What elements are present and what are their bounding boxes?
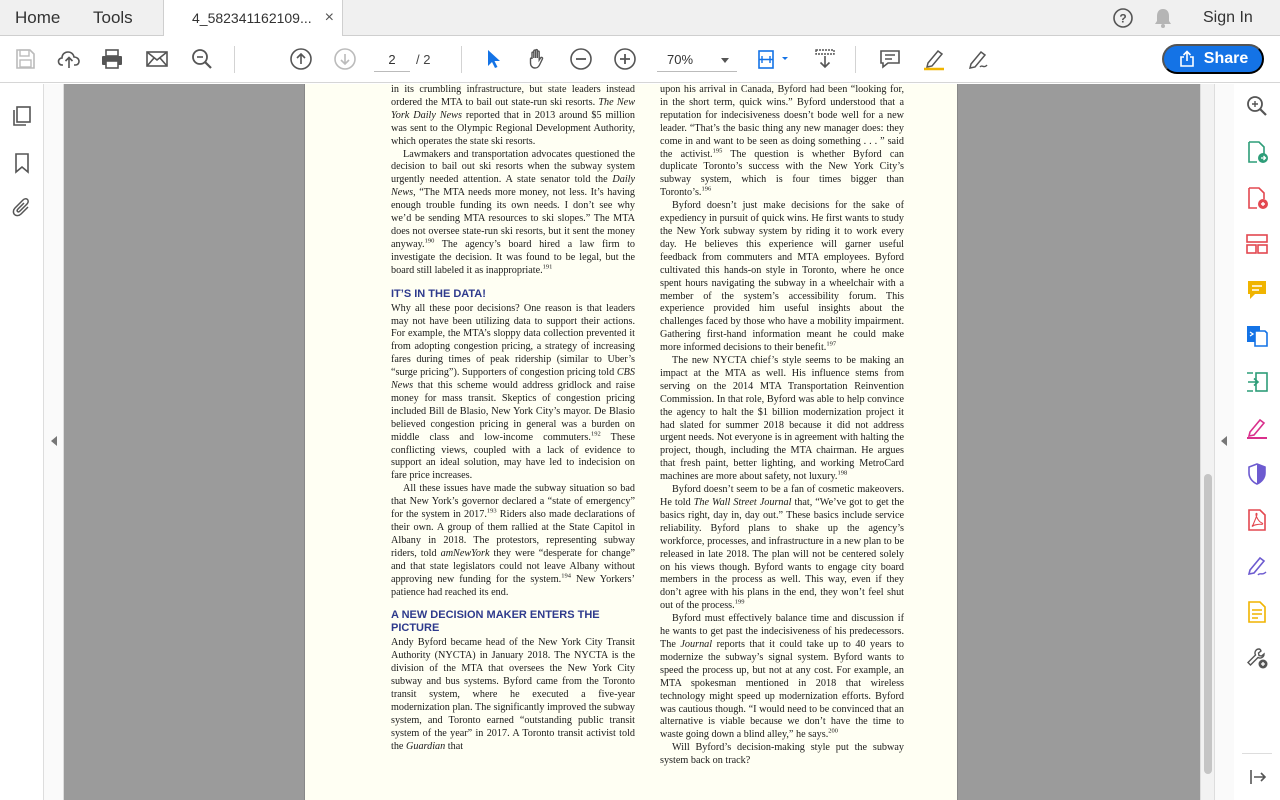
main-toolbar: [0, 36, 1280, 83]
zoom-out-icon[interactable]: [568, 46, 594, 72]
section-heading: IT’S IN THE DATA!: [391, 287, 486, 300]
paragraph: Andy Byford became head of the New York City Transit Authority (NYCTA) in January 2018. The NYCTA is the division of the MTA that oversees the New York City subway and bus systems. Byford came from the Toronto transit system, where he executed a five-year modernization plan. The significantly improved the subway system, and Toronto earned “outstanding public transit system of the year” in 2017. A Toronto transit activist told the Guardian that: [391, 637, 635, 752]
share-button[interactable]: [1162, 44, 1264, 74]
next-page-icon[interactable]: [332, 46, 358, 72]
tab-document[interactable]: [163, 0, 343, 37]
adobe-pdf-icon[interactable]: [1245, 508, 1269, 532]
email-icon[interactable]: [144, 46, 170, 72]
page-fit-icon[interactable]: [756, 46, 792, 72]
document-tab-label: 4_582341162109...: [192, 10, 312, 26]
text-column-left: [391, 84, 635, 754]
collapse-left-icon: [51, 436, 57, 446]
paragraph: Will Byford’s decision-making style put the subway system back on track?: [660, 742, 904, 767]
zoom-level-dropdown[interactable]: [657, 48, 737, 72]
collapse-tools-panel-icon[interactable]: [1245, 765, 1269, 789]
share-upload-icon: [1178, 50, 1196, 68]
paragraph: Why all these poor decisions? One reason is that leaders may not have been utilizing data to support their actions. For example, the MTA’s sloppy data collection prevented it from adopting congestion pricing, a strategy of increasing fares during times of peak ridership (similar to Uber’s “surge pricing”). Supporters of congestion pricing told CBS News that this scheme would address gridlock and raise money for mass transit. Skeptics of congestion pricing included Bill de Blasio, New York City’s mayor. De Blasio believed congestion pricing in general was a burden on middle class and low-income commuters.$^{192}$ These conflicting views, coupled with a lack of evidence to support an ideal solution, may have led to indecision on fare price increases.: [391, 302, 636, 482]
zoom-search-icon[interactable]: [1245, 94, 1269, 118]
find-zoom-icon[interactable]: [189, 46, 215, 72]
paragraph: Byford must effectively balance time and discussion if he wants to get past the indecisiveness of his predecessors. The Journal reports that it could take up to 40 years to modernize the subway’s signal system. Byford wants to speed the process up, but not at any cost. For example, an MTA spokesman mentioned in 2018 that wireless technology might speed up modernization efforts. Byford was cautious though. “I would need to be convinced that an alternative is viable because we don’t have the time to waste going down a blind alley,” he says.$^{200}$: [660, 613, 905, 741]
close-tab-icon[interactable]: ×: [324, 9, 334, 26]
section-heading: A NEW DECISION MAKER ENTERS THE PICTURE: [391, 609, 600, 635]
right-panel-collapse-handle[interactable]: [1214, 84, 1234, 800]
create-pdf-icon[interactable]: [1245, 186, 1269, 210]
compare-files-icon[interactable]: [1245, 370, 1269, 394]
paragraph: in its crumbling infrastructure, but state leaders instead ordered the MTA to bail out state-run ski resorts. The New York Daily News reported that in 2013 around $5 million was sent to the Olympic Regional Development Authority, which operates the state ski resorts.: [391, 84, 635, 147]
highlight-pen-icon[interactable]: [921, 46, 947, 72]
help-icon[interactable]: [1112, 0, 1134, 36]
paragraph: Byford doesn’t seem to be a fan of cosmetic makeovers. He told The Wall Street Journal that, “We’ve got to get the basics right, day in, day out.” These basics include service reliability. Byford plans to shake up the agency’s workforce, processes, and infrastructure in a new plan to be released in late 2018. The plan will not be centered solely on his views though. Byford wants to engage city board members in the process as well. This way, even if they don’t agree with his plans in the end, they won’t feel shut out of the process.$^{199}$: [660, 484, 904, 612]
document-viewer[interactable]: [64, 84, 1200, 800]
vertical-scrollbar[interactable]: [1200, 84, 1214, 800]
previous-page-icon[interactable]: [288, 46, 314, 72]
select-cursor-icon[interactable]: [480, 46, 506, 72]
toolbar-separator: [855, 46, 856, 73]
paragraph: Byford doesn’t just make decisions for the sake of expediency in pursuit of quick wins. He first wants to study the New York subway system by riding it to work every day. He believes this experience will garner useful feedback from commuters and MTA employees. Byford cultivated this hands-on style in Toronto, where he once spent hours navigating the subway in a wheelchair with a member of the system’s accessibility forum. This experience provided him useful insights about the challenges faced by those who have a mobility impairment. Gathering first-hand information meant he could make more informed decisions to their benefit.$^{197}$: [660, 200, 904, 354]
text-column-right: [660, 84, 904, 768]
sign-pen-icon[interactable]: [965, 46, 991, 72]
zoom-level-value: 70%: [667, 52, 694, 67]
tab-tools[interactable]: Tools: [93, 8, 133, 27]
chevron-down-icon: [721, 58, 729, 63]
paragraph: All these issues have made the subway situation so bad that New York’s governor declared a “state of emergency” for the system in 2017.$^{193}$ Riders also made declarations of their own. A group of them rallied at the State Capitol in Albany in 2018. The protestors, representing subway riders, told amNewYork they were “desperate for change” and that state legislators could not leave Albany without approving new funding for the system.$^{194}$ New Yorkers’ patience had reached its end.: [391, 483, 636, 598]
pdf-page: [304, 84, 958, 800]
bookmark-icon[interactable]: [10, 151, 34, 175]
left-panel-collapse-handle[interactable]: [44, 84, 64, 800]
scrollbar-thumb[interactable]: [1204, 474, 1212, 774]
collapse-right-icon: [1221, 436, 1227, 446]
toolbar-separator: [234, 46, 235, 73]
organize-pages-icon[interactable]: [1245, 232, 1269, 256]
prepare-form-icon[interactable]: [1245, 600, 1269, 624]
print-icon[interactable]: [99, 46, 125, 72]
page-thumbnails-icon[interactable]: [10, 104, 34, 128]
paragraph: upon his arrival in Canada, Byford had been “looking for, in the short term, quick wins.” Byford understood that a reputation for indecisiveness doesn’t bode well for a new leader. “That’s the basic thing any new manager does: they come in and want to be seen as doing something . . . ” said the activist.$^{195}$ The question is whether Byford can duplicate Toronto’s success with the New York City’s subway system, which is four times bigger than Toronto’s.$^{196}$: [660, 84, 905, 199]
tab-home[interactable]: Home: [15, 8, 61, 27]
scroll-mode-icon[interactable]: [812, 46, 838, 72]
comment-icon[interactable]: [877, 46, 903, 72]
hand-tool-icon[interactable]: [524, 46, 550, 72]
panel-divider: [1242, 753, 1272, 754]
cloud-upload-icon[interactable]: [56, 46, 82, 72]
paragraph: Lawmakers and transportation advocates questioned the decision to bail out ski resorts when the subway system urgently needed attention. A state senator told the Daily News, “The MTA needs more money, not less. It’s having enough trouble funding its own needs. I don’t see why we’d be sending MTA resources to ski slopes.” The MTA does not oversee state-run ski resorts, but it sent the money anyway.$^{190}$ The agency’s board hired a law firm to investigate the decision. It was found to be legal, but the board still labeled it as inappropriate.$^{191}$: [391, 148, 636, 276]
combine-files-icon[interactable]: [1245, 324, 1269, 348]
save-icon[interactable]: [12, 46, 38, 72]
toolbar-separator: [461, 46, 462, 73]
export-pdf-icon[interactable]: [1245, 140, 1269, 164]
notifications-bell-icon[interactable]: [1153, 0, 1173, 36]
left-navigation-panel: [0, 84, 44, 800]
more-tools-icon[interactable]: [1245, 646, 1269, 670]
protect-shield-icon[interactable]: [1245, 462, 1269, 486]
paragraph: The new NYCTA chief’s style seems to be making an impact at the MTA as well. His influence stems from serving on the 2014 MTA Transportation Reinvention Commission. In that role, Byford was able to help convince the agency to halt the $1 billion modernization project it had slated for summer 2018 because it did not address urgent needs. Not everyone is in agreement with halting the project, though, including the MTA chairman. He argues that fresh paint, better lighting, and working MetroCard machines are more about safety, not luxury.$^{198}$: [660, 355, 904, 483]
svg-text:?: ?: [1119, 11, 1127, 26]
page-number-input[interactable]: [374, 48, 410, 72]
comment-tool-icon[interactable]: [1245, 278, 1269, 302]
attachment-icon[interactable]: [10, 196, 34, 220]
page-total: / 2: [416, 52, 431, 67]
fill-sign-icon[interactable]: [1245, 416, 1269, 440]
send-for-signature-icon[interactable]: [1245, 554, 1269, 578]
tab-bar: [0, 0, 1280, 36]
sign-in-link[interactable]: Sign In: [1203, 9, 1253, 26]
zoom-in-icon[interactable]: [612, 46, 638, 72]
right-tools-panel: [1234, 84, 1280, 800]
share-button-label: Share: [1203, 50, 1249, 67]
